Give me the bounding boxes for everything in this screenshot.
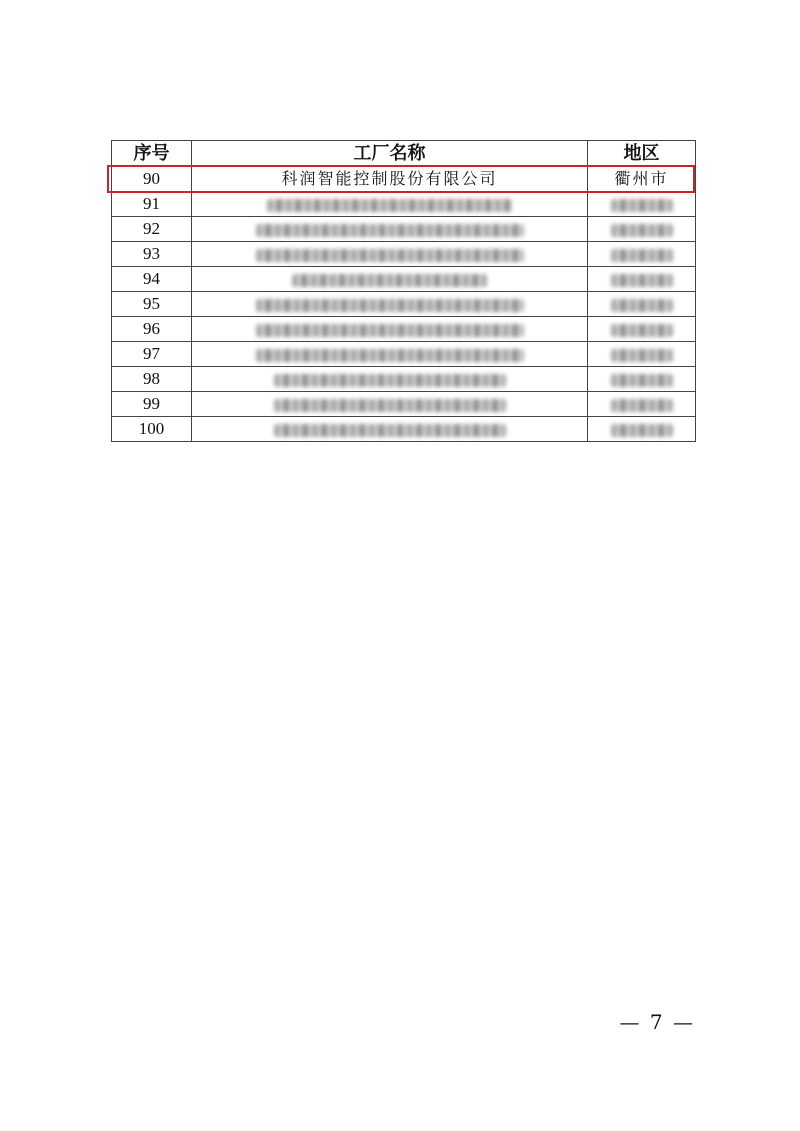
table-row: [112, 267, 696, 292]
redacted-factory-name: [192, 192, 588, 217]
row-seq: 99: [112, 392, 192, 417]
redacted-region: [588, 317, 696, 342]
redacted-region: [588, 342, 696, 367]
header-seq: 序号: [112, 141, 192, 167]
table-row: [112, 367, 696, 392]
redacted-region: [588, 192, 696, 217]
factory-table: [111, 140, 696, 442]
redacted-factory-name: [192, 317, 588, 342]
row-seq: 92: [112, 217, 192, 242]
row-seq: 94: [112, 267, 192, 292]
row-seq: 97: [112, 342, 192, 367]
row-seq: 90: [112, 167, 192, 192]
table-row: [112, 192, 696, 217]
redacted-region: [588, 292, 696, 317]
redacted-region: [588, 417, 696, 442]
header-factory-name: 工厂名称: [192, 141, 588, 167]
row-seq: 91: [112, 192, 192, 217]
redacted-factory-name: [192, 292, 588, 317]
row-factory-name: 科润智能控制股份有限公司: [192, 167, 588, 192]
table-row: [112, 392, 696, 417]
page-number: — 7 —: [619, 1010, 695, 1034]
redacted-region: [588, 217, 696, 242]
redacted-factory-name: [192, 367, 588, 392]
row-region: 衢州市: [588, 167, 696, 192]
table-row: [112, 342, 696, 367]
table-row-highlighted: [112, 167, 696, 192]
redacted-region: [588, 242, 696, 267]
row-seq: 100: [112, 417, 192, 442]
redacted-factory-name: [192, 242, 588, 267]
table-row: [112, 217, 696, 242]
redacted-region: [588, 267, 696, 292]
redacted-factory-name: [192, 417, 588, 442]
redacted-region: [588, 392, 696, 417]
redacted-factory-name: [192, 267, 588, 292]
redacted-factory-name: [192, 342, 588, 367]
table-row: [112, 292, 696, 317]
table-row: [112, 242, 696, 267]
table-header-row: [112, 141, 696, 167]
redacted-factory-name: [192, 392, 588, 417]
row-seq: 96: [112, 317, 192, 342]
table-row: [112, 317, 696, 342]
redacted-factory-name: [192, 217, 588, 242]
redacted-region: [588, 367, 696, 392]
row-seq: 98: [112, 367, 192, 392]
row-seq: 93: [112, 242, 192, 267]
table-row: [112, 417, 696, 442]
header-region: 地区: [588, 141, 696, 167]
row-seq: 95: [112, 292, 192, 317]
